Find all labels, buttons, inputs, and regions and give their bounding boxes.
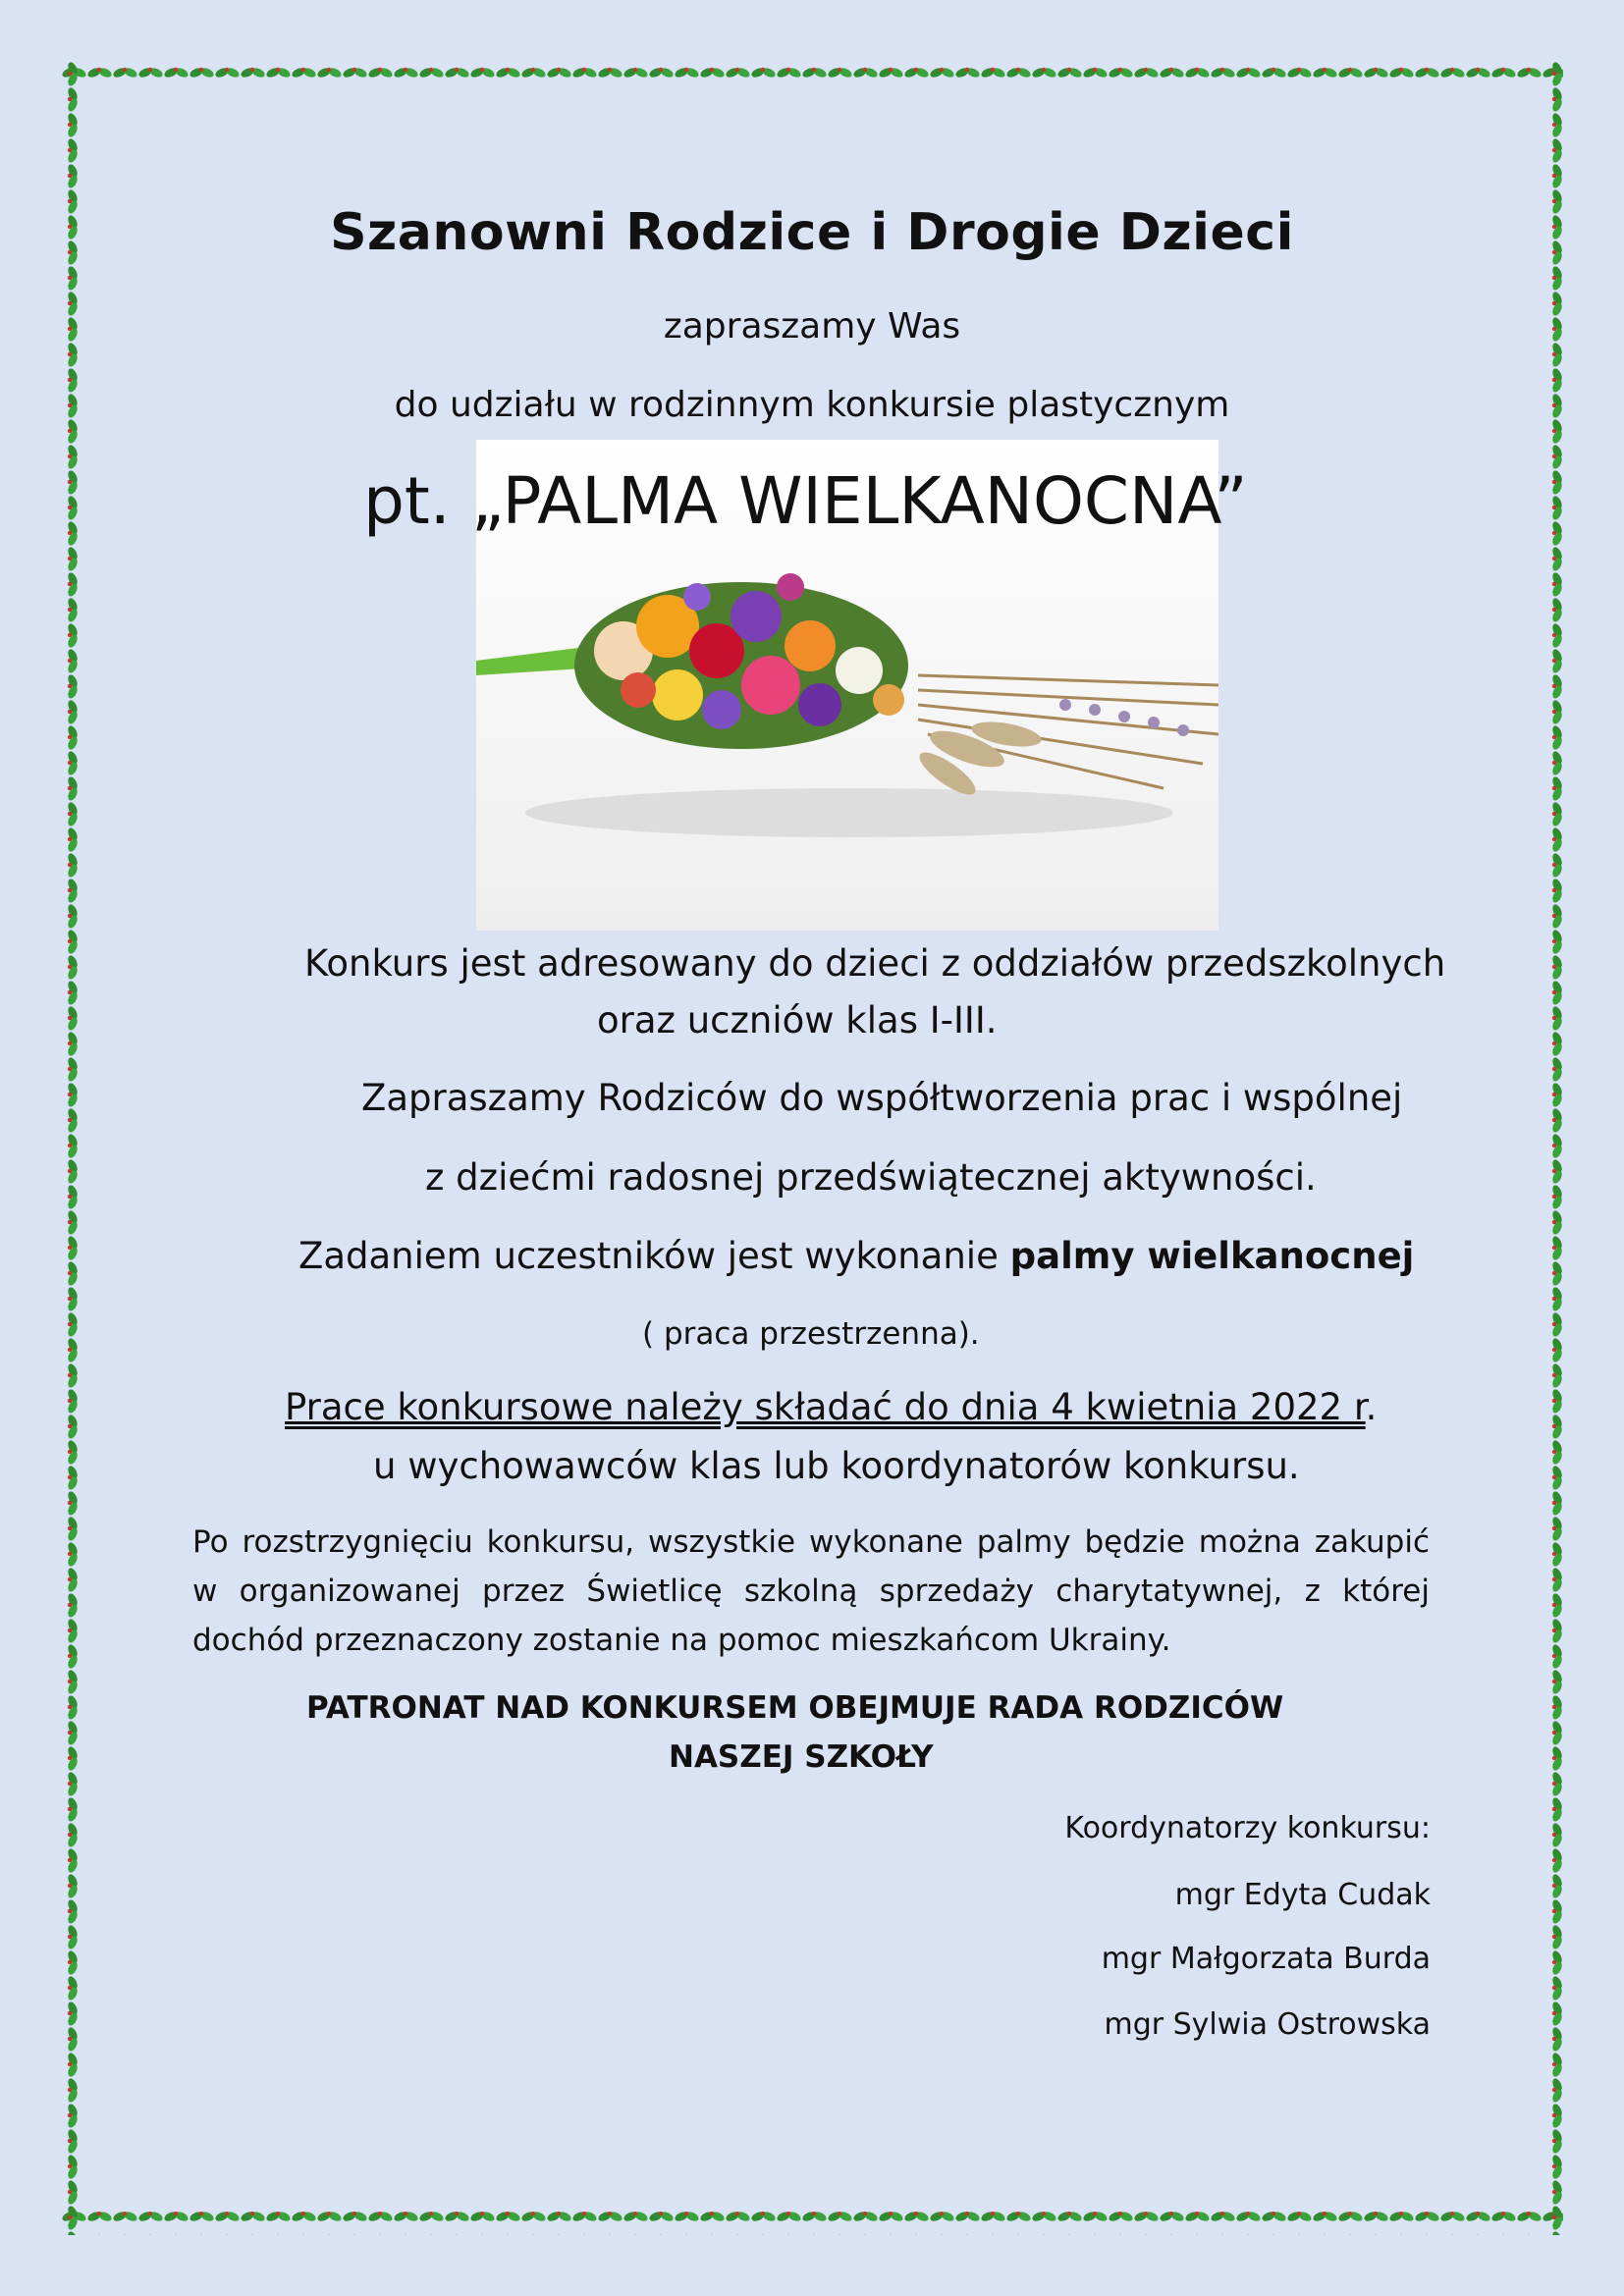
parents-invite-line-1: Zapraszamy Rodziców do współtworzenia prac i wspólnej	[361, 1077, 1403, 1119]
coordinators-heading: Koordynatorzy konkursu:	[1064, 1811, 1431, 1845]
task-line	[298, 1235, 1414, 1277]
task-prefix: Zadaniem uczestników jest wykonanie	[298, 1235, 999, 1277]
patronage-line-1: PATRONAT NAD KONKURSEM OBEJMUJE RADA RODZICÓW	[306, 1690, 1284, 1726]
audience-line-1: Konkurs jest adresowany do dzieci z oddziałów przedszkolnych	[304, 942, 1446, 985]
charity-paragraph: Po rozstrzygnięciu konkursu, wszystkie wykonane palmy będzie można zakupić w organizowanej przez Świetlicę szkolną sprzedaży charytatywnej, z której dochód przeznaczony zostanie na pomoc mieszkańcom Ukrainy.	[192, 1524, 1430, 1658]
deadline-underlined: Prace konkursowe należy składać do dnia 4 kwietnia 2022 r	[285, 1386, 1366, 1428]
deadline-line	[285, 1386, 1377, 1428]
coordinator-name: mgr Małgorzata Burda	[1101, 1942, 1431, 1976]
contest-title: pt. „PALMA WIELKANOCNA”	[363, 463, 1248, 539]
task-note: ( praca przestrzenna).	[642, 1316, 980, 1352]
parents-invite-line-2: z dziećmi radosnej przedświątecznej aktywności.	[425, 1156, 1317, 1199]
coordinator-name: mgr Edyta Cudak	[1174, 1878, 1431, 1912]
patronage-line-2: NASZEJ SZKOŁY	[669, 1739, 934, 1775]
invite-line-2: do udziału w rodzinnym konkursie plastycznym	[394, 385, 1230, 425]
task-bold: palmy wielkanocnej	[1009, 1235, 1415, 1277]
invite-line-1: zapraszamy Was	[663, 306, 961, 347]
page-title: Szanowni Rodzice i Drogie Dzieci	[330, 203, 1294, 262]
deadline-where: u wychowawców klas lub koordynatorów konkursu.	[373, 1445, 1300, 1487]
coordinator-name: mgr Sylwia Ostrowska	[1104, 2007, 1431, 2042]
deadline-end: .	[1365, 1386, 1378, 1428]
audience-line-2: oraz uczniów klas I-III.	[597, 999, 998, 1041]
